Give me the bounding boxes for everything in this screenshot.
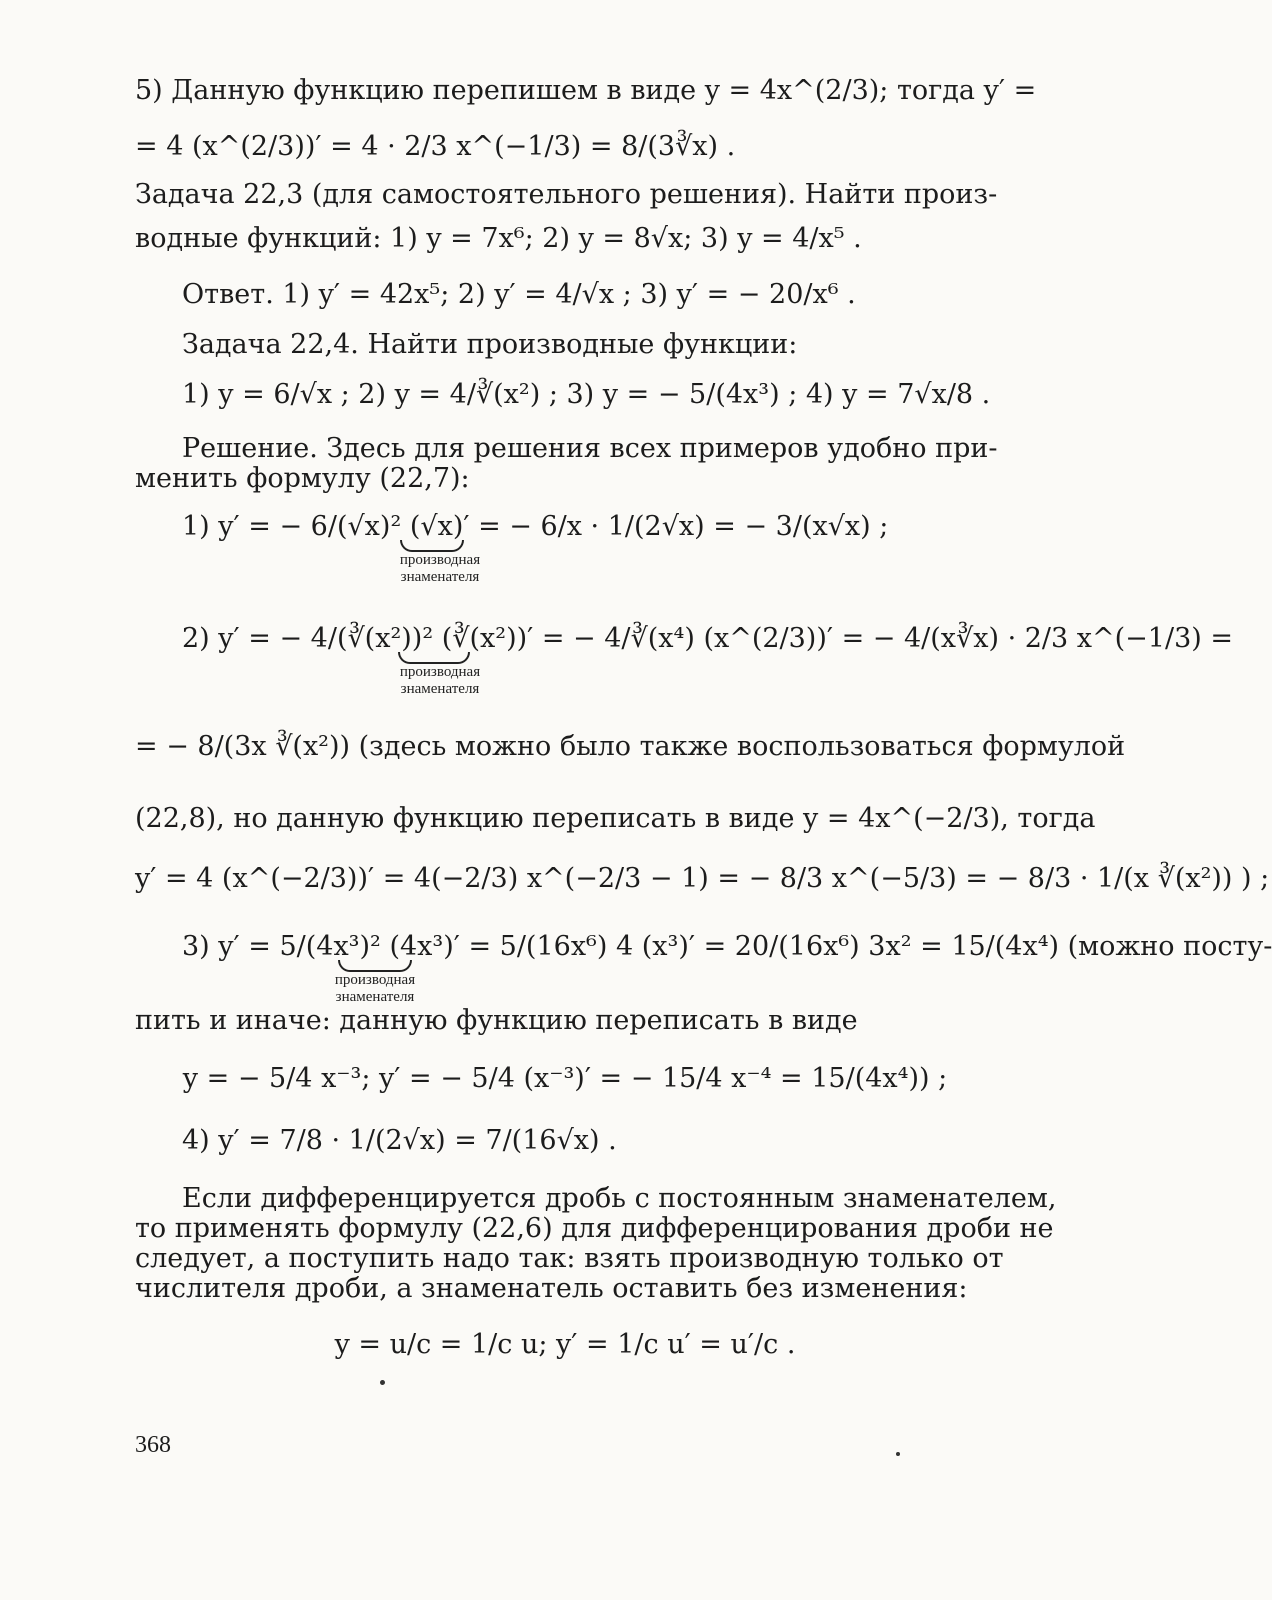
paragraph-line-4: числителя дроби, а знаменатель оставить без изменения: bbox=[135, 1273, 968, 1304]
text-line-13: (22,8), но данную функцию переписать в виде y = 4x^(−2/3), тогда bbox=[135, 803, 1096, 834]
annotation-1-line-1: производная bbox=[399, 552, 481, 568]
formula-line-17: y = − 5/4 x⁻³; y′ = − 5/4 (x⁻³)′ = − 15/4 x⁻⁴ = 15/(4x⁴)) ; bbox=[182, 1063, 948, 1094]
annotation-3-line-1: производная bbox=[334, 972, 416, 988]
solution-1-formula: 1) y′ = − 6/(√x)² (√x)′ = − 6/x · 1/(2√x) = − 3/(x√x) ; bbox=[182, 511, 889, 542]
page-number: 368 bbox=[135, 1432, 171, 1458]
text-line-4: водные функций: 1) y = 7x⁶; 2) y = 8√x; 3) y = 4/x⁵ . bbox=[135, 223, 862, 254]
annotation-3-line-2: знаменателя bbox=[335, 989, 415, 1005]
answer-line: Ответ. 1) y′ = 42x⁵; 2) y′ = 4/√x ; 3) y′ = − 20/x⁶ . bbox=[182, 279, 856, 310]
solution-4-formula: 4) y′ = 7/8 · 1/(2√x) = 7/(16√x) . bbox=[182, 1125, 617, 1156]
annotation-2-line-2: знаменателя bbox=[400, 681, 480, 697]
paragraph-line-3: следует, а поступить надо так: взять производную только от bbox=[135, 1243, 1004, 1274]
formula-line-14: y′ = 4 (x^(−2/3))′ = 4(−2/3) x^(−2/3 − 1) = − 8/3 x^(−5/3) = − 8/3 · 1/(x ∛(x²)) ) ; bbox=[135, 863, 1270, 894]
solution-3-formula: 3) y′ = 5/(4x³)² (4x³)′ = 5/(16x⁶) 4 (x³)′ = 20/(16x⁶) 3x² = 15/(4x⁴) (можно посту- bbox=[182, 931, 1272, 962]
solution-2-formula: 2) y′ = − 4/(∛(x²))² (∛(x²))′ = − 4/∛(x⁴) (x^(2/3))′ = − 4/(x∛x) · 2/3 x^(−1/3) = bbox=[182, 623, 1233, 654]
task-functions-line: 1) y = 6/√x ; 2) y = 4/∛(x²) ; 3) y = − 5/(4x³) ; 4) y = 7√x/8 . bbox=[182, 379, 991, 410]
paragraph-line-1: Если дифференцируется дробь с постоянным знаменателем, bbox=[182, 1183, 1057, 1214]
annotation-2-line-1: производная bbox=[399, 664, 481, 680]
paragraph-line-2: то применять формулу (22,6) для дифференцирования дроби не bbox=[135, 1213, 1054, 1244]
ink-speck bbox=[380, 1380, 385, 1385]
task-heading-22-4: Задача 22,4. Найти производные функции: bbox=[182, 329, 798, 360]
annotation-3 bbox=[310, 972, 440, 1006]
task-heading-22-3: Задача 22,3 (для самостоятельного решения). Найти произ- bbox=[135, 179, 998, 210]
underbrace-2 bbox=[398, 652, 470, 664]
underbrace-3 bbox=[338, 960, 412, 972]
annotation-1 bbox=[375, 552, 505, 586]
annotation-2 bbox=[375, 664, 505, 698]
solution-2-continuation: = − 8/(3x ∛(x²)) (здесь можно было также воспользоваться формулой bbox=[135, 731, 1126, 762]
text-line-1: 5) Данную функцию перепишем в виде y = 4x^(2/3); тогда y′ = bbox=[135, 75, 1037, 106]
solution-heading: Решение. Здесь для решения всех примеров удобно при- bbox=[182, 433, 998, 464]
formula-line-2: = 4 (x^(2/3))′ = 4 · 2/3 x^(−1/3) = 8/(3∛x) . bbox=[135, 131, 736, 162]
final-formula: y = u/c = 1/c u; y′ = 1/c u′ = u′/c . bbox=[334, 1329, 796, 1360]
underbrace-1 bbox=[400, 540, 464, 552]
ink-speck bbox=[896, 1452, 900, 1456]
text-line-16: пить и иначе: данную функцию переписать в виде bbox=[135, 1005, 858, 1036]
annotation-1-line-2: знаменателя bbox=[400, 569, 480, 585]
text-line-9: менить формулу (22,7): bbox=[135, 463, 470, 494]
